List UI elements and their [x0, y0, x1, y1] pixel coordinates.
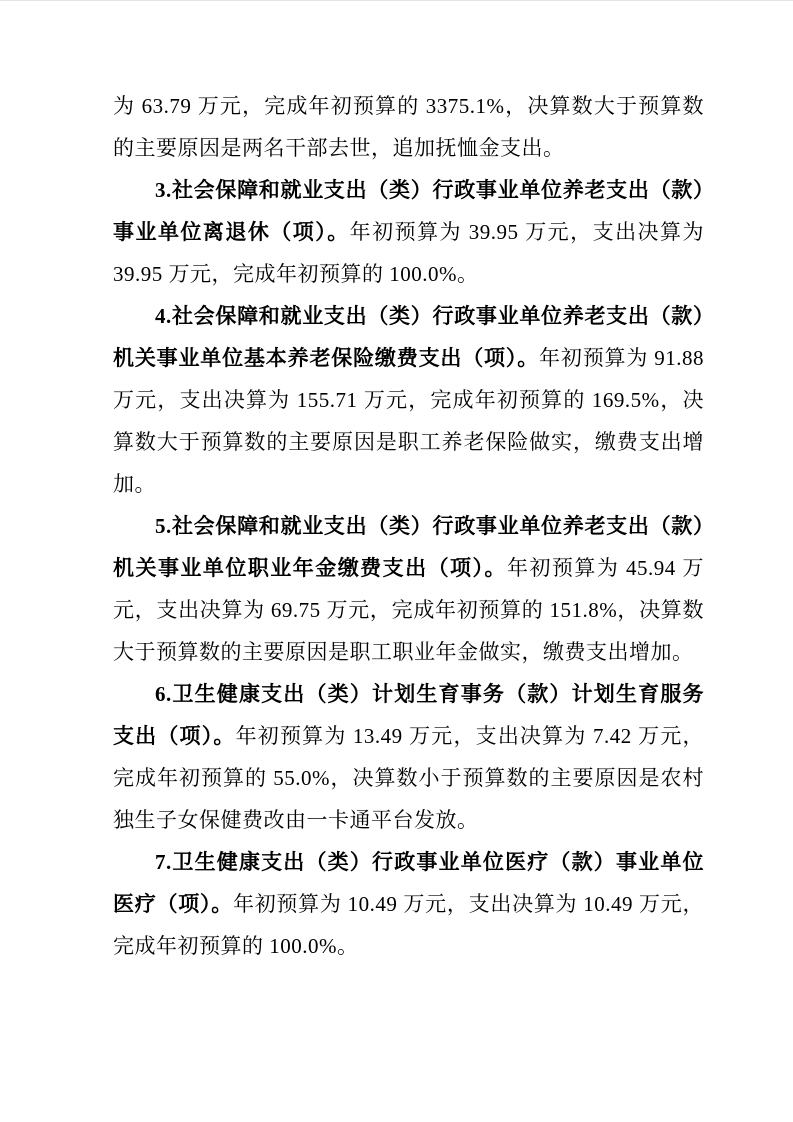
paragraph-continuation — [113, 85, 704, 169]
paragraph-body: 年初预算为 10.49 万元，支出决算为 10.49 万元，完成年初预算的 100.0%。 — [113, 892, 705, 958]
paragraph-lead: 4.社会保障和就业支出（类）行政事业单位养老支出（款）机关事业单位基本养老保险缴费支出（项）。 — [113, 304, 704, 370]
paragraph-lead: 6.卫生健康支出（类）计划生育事务（款）计划生育服务支出（项）。 — [113, 682, 704, 748]
paragraph-item-4 — [113, 295, 704, 505]
paragraph-body: 年初预算为 13.49 万元，支出决算为 7.42 万元，完成年初预算的 55.0%，决算数小于预算数的主要原因是农村独生子女保健费改由一卡通平台发放。 — [113, 724, 705, 832]
paragraph-lead: 7.卫生健康支出（类）行政事业单位医疗（款）事业单位医疗（项）。 — [113, 850, 704, 916]
paragraph-body: 年初预算为 39.95 万元，支出决算为 39.95 万元，完成年初预算的 100.0%。 — [113, 220, 705, 286]
paragraph-item-3 — [113, 169, 704, 295]
paragraph-body: 年初预算为 45.94 万元，支出决算为 69.75 万元，完成年初预算的 151.8%，决算数大于预算数的主要原因是职工职业年金做实，缴费支出增加。 — [113, 556, 705, 664]
paragraph-body: 为 63.79 万元，完成年初预算的 3375.1%，决算数大于预算数的主要原因是两名干部去世，追加抚恤金支出。 — [113, 94, 704, 160]
paragraph-body: 年初预算为 91.88 万元，支出决算为 155.71 万元，完成年初预算的 169.5%，决算数大于预算数的主要原因是职工养老保险做实，缴费支出增加。 — [113, 346, 705, 496]
paragraph-lead: 5.社会保障和就业支出（类）行政事业单位养老支出（款）机关事业单位职业年金缴费支出（项）。 — [113, 514, 704, 580]
paragraph-item-5 — [113, 505, 704, 673]
paragraph-item-6 — [113, 673, 704, 841]
paragraph-lead: 3.社会保障和就业支出（类）行政事业单位养老支出（款）事业单位离退休（项）。 — [113, 178, 704, 244]
paragraph-item-7 — [113, 841, 704, 967]
